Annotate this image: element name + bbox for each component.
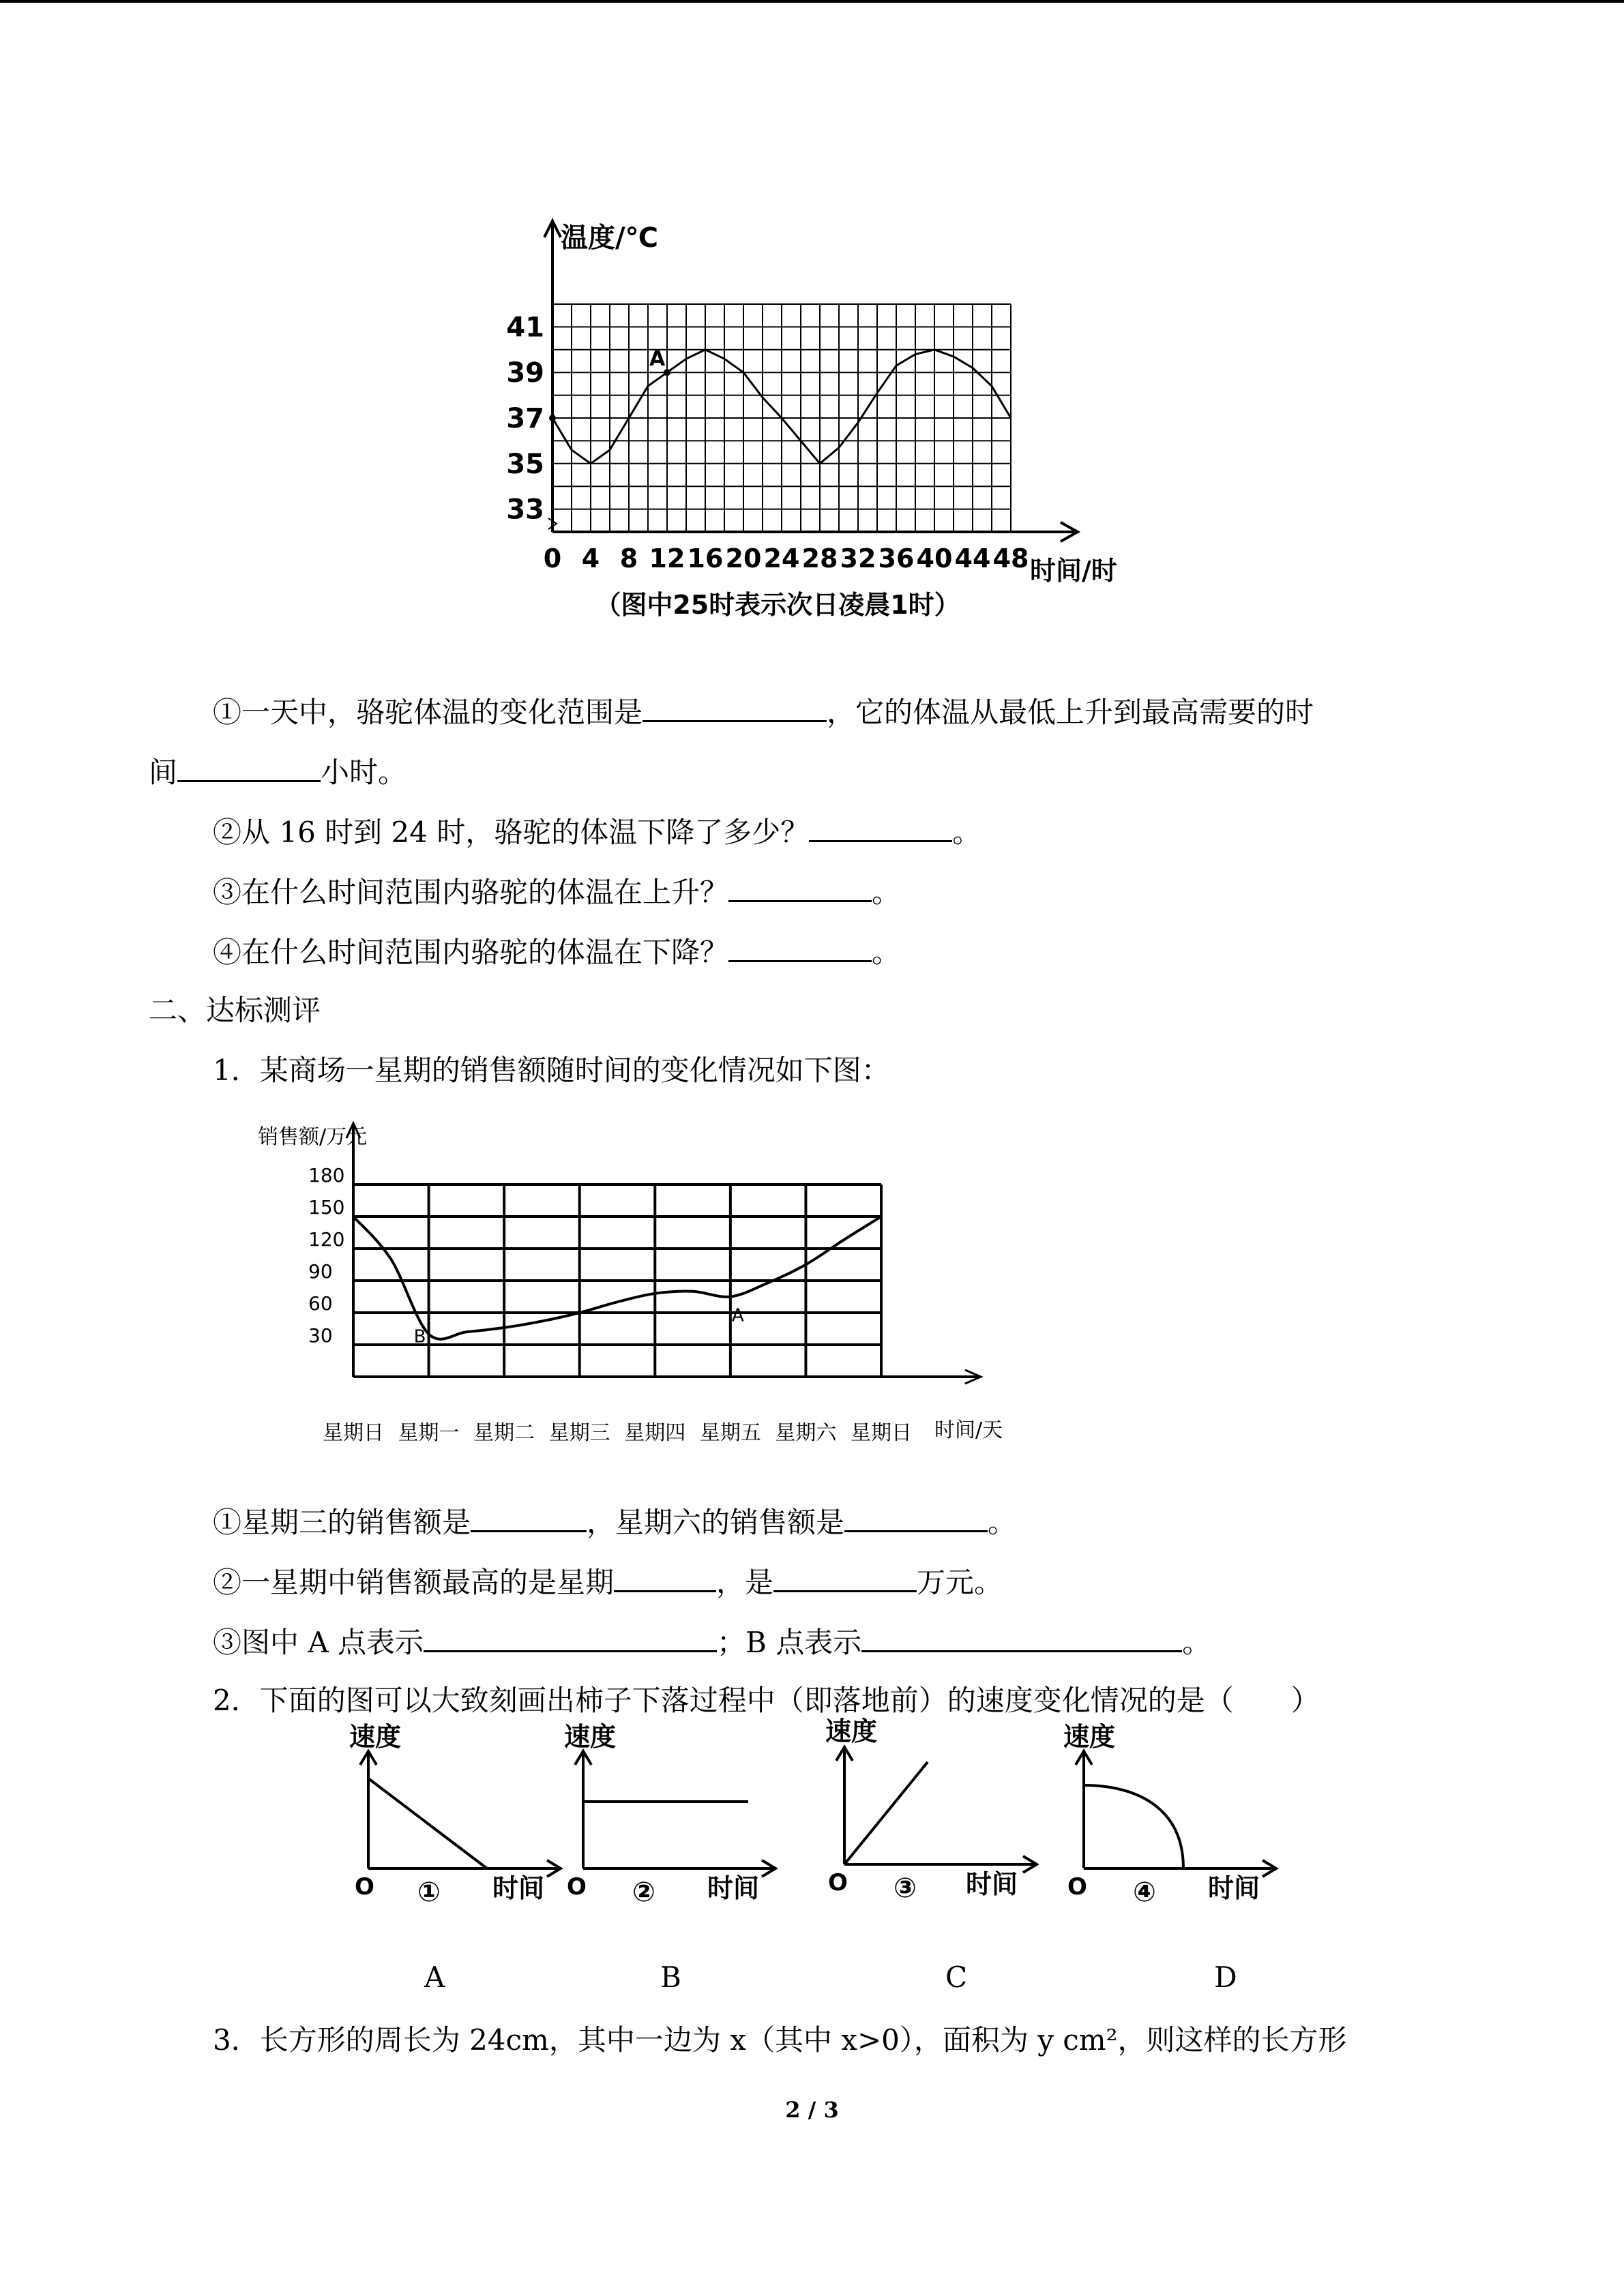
- x-tick-label: 16: [687, 543, 724, 573]
- y-tick-label: 60: [308, 1292, 333, 1315]
- question-2: [213, 810, 981, 853]
- x-axis-label: 时间/时: [1030, 556, 1117, 586]
- point-a-label: A: [649, 347, 666, 372]
- question-1-line-2: [149, 750, 407, 793]
- problem-1-question-1: [213, 1500, 1016, 1543]
- x-tick-label: 48: [992, 543, 1029, 573]
- speed-graph-4: [1061, 1722, 1293, 1909]
- question-text: 万元。: [917, 1566, 1003, 1599]
- problem-1-intro: 1．某商场一星期的销售额随时间的变化情况如下图：: [213, 1054, 890, 1087]
- answer-blank[interactable]: [773, 1560, 917, 1592]
- x-axis-label: 时间: [1208, 1873, 1260, 1903]
- y-axis-label: 速度: [825, 1716, 878, 1746]
- question-text: 小时。: [321, 756, 407, 789]
- y-axis-label: 温度/℃: [561, 222, 659, 254]
- question-3: [213, 870, 900, 913]
- y-tick-label: 120: [308, 1228, 345, 1251]
- speed-line: [368, 1778, 487, 1868]
- question-text: ，是: [716, 1566, 774, 1599]
- temperature-chart: [506, 211, 1146, 634]
- question-text: 。: [988, 1506, 1017, 1539]
- answer-blank[interactable]: [424, 1620, 717, 1652]
- x-axis-label: 时间: [707, 1873, 760, 1903]
- x-tick-label: 星期二: [473, 1421, 535, 1445]
- x-tick-label: 40: [916, 543, 953, 573]
- x-tick-label: 星期六: [775, 1421, 837, 1445]
- origin-label: O: [355, 1873, 374, 1900]
- question-text: ①一天中，骆驼体温的变化范围是: [213, 696, 643, 729]
- graph-number: ①: [417, 1877, 441, 1908]
- section-heading: 二、达标测评: [149, 994, 321, 1027]
- sales-curve: [353, 1217, 881, 1339]
- origin-label: O: [567, 1873, 587, 1900]
- x-tick-label: 星期五: [699, 1421, 761, 1445]
- graph-number: ②: [632, 1877, 655, 1908]
- question-text: ②一星期中销售额最高的是星期: [213, 1566, 615, 1599]
- chart-caption: （图中25时表示次日凌晨1时）: [595, 590, 960, 620]
- question-text: ；B 点表示: [717, 1626, 862, 1659]
- y-tick-label: 150: [308, 1196, 345, 1219]
- x-tick-label: 36: [878, 543, 915, 573]
- start-point: [549, 415, 556, 421]
- point-b-label: B: [413, 1326, 426, 1347]
- option-c[interactable]: C: [945, 1960, 968, 1994]
- graph-number: ③: [894, 1873, 917, 1904]
- problem-3-intro: 3．长方形的周长为 24cm，其中一边为 x（其中 x>0），面积为 y cm²，则这样的长方形: [213, 2023, 1347, 2057]
- question-1-line-1: [213, 690, 1314, 733]
- y-tick-label: 90: [308, 1260, 333, 1283]
- point-a-label: A: [731, 1305, 744, 1326]
- answer-blank[interactable]: [861, 1620, 1182, 1652]
- x-tick-label: 12: [649, 543, 685, 573]
- question-text: ③在什么时间范围内骆驼的体温在上升？: [213, 876, 729, 909]
- page-top-rule: [0, 0, 1624, 3]
- speed-graph-1: [341, 1722, 573, 1909]
- question-text: 。: [1182, 1626, 1211, 1659]
- y-tick-label: 180: [308, 1164, 345, 1187]
- x-tick-label: 8: [619, 543, 638, 573]
- option-b[interactable]: B: [660, 1960, 681, 1994]
- y-tick-label: 30: [308, 1324, 333, 1347]
- origin-label: O: [1067, 1873, 1087, 1900]
- y-tick-label: 41: [506, 312, 544, 344]
- x-axis-label: 时间: [966, 1869, 1018, 1899]
- speed-line: [844, 1762, 928, 1864]
- origin-label: O: [828, 1869, 848, 1896]
- answer-blank[interactable]: [614, 1560, 716, 1592]
- option-a[interactable]: A: [424, 1960, 445, 1994]
- x-tick-label: 24: [763, 543, 800, 573]
- x-tick-label: 星期三: [548, 1421, 610, 1445]
- x-tick-label: 4: [581, 543, 600, 573]
- speed-graph-2: [563, 1722, 795, 1909]
- x-tick-label: 0: [543, 543, 562, 573]
- answer-blank[interactable]: [177, 750, 321, 782]
- x-tick-label: 星期一: [398, 1421, 460, 1445]
- option-d[interactable]: D: [1214, 1960, 1237, 1994]
- answer-blank[interactable]: [728, 870, 872, 902]
- question-text: ，星期六的销售额是: [587, 1506, 845, 1539]
- y-tick-label: 37: [506, 403, 544, 434]
- x-tick-label: 20: [725, 543, 762, 573]
- y-axis-label: 速度: [564, 1722, 617, 1752]
- y-axis-label: 销售额/万元: [258, 1125, 368, 1149]
- speed-curve: [1084, 1785, 1183, 1868]
- speed-graph-3: [818, 1716, 1050, 1904]
- x-tick-label: 星期日: [851, 1421, 912, 1445]
- sales-chart: [258, 1108, 1050, 1470]
- problem-1-question-2: [213, 1560, 1003, 1603]
- graph-number: ④: [1133, 1877, 1156, 1908]
- question-text: 。: [872, 876, 901, 909]
- x-tick-label: 32: [840, 543, 876, 573]
- answer-blank[interactable]: [809, 810, 952, 842]
- page-number: 2 / 3: [785, 2097, 839, 2123]
- x-axis-label: 时间: [492, 1873, 545, 1903]
- question-text: 间: [149, 756, 178, 789]
- question-text: ③图中 A 点表示: [213, 1626, 424, 1659]
- question-text: 。: [952, 816, 981, 849]
- y-tick-label: 35: [506, 448, 544, 480]
- x-axis-label: 时间/天: [934, 1418, 1003, 1442]
- question-text: ①星期三的销售额是: [213, 1506, 471, 1539]
- problem-2-intro: 2．下面的图可以大致刻画出柿子下落过程中（即落地前）的速度变化情况的是（ ）: [213, 1684, 1320, 1717]
- x-tick-label: 星期四: [624, 1421, 686, 1445]
- x-tick-label: 44: [954, 543, 991, 573]
- question-text: ，它的体温从最低上升到最高需要的时: [827, 696, 1314, 729]
- y-axis-label: 速度: [349, 1722, 402, 1752]
- problem-1-question-3: [213, 1620, 1211, 1663]
- question-4: [213, 930, 900, 973]
- answer-blank[interactable]: [471, 1500, 587, 1532]
- y-tick-label: 33: [506, 494, 544, 526]
- y-tick-label: 39: [506, 357, 544, 389]
- question-text: ②从 16 时到 24 时，骆驼的体温下降了多少？: [213, 816, 810, 849]
- x-tick-label: 星期日: [323, 1421, 384, 1445]
- question-text: ④在什么时间范围内骆驼的体温在下降？: [213, 936, 729, 969]
- answer-blank[interactable]: [844, 1500, 988, 1532]
- y-axis-label: 速度: [1063, 1722, 1116, 1752]
- answer-blank[interactable]: [643, 690, 827, 722]
- x-tick-label: 28: [801, 543, 838, 573]
- answer-blank[interactable]: [728, 930, 872, 962]
- question-text: 。: [872, 936, 901, 969]
